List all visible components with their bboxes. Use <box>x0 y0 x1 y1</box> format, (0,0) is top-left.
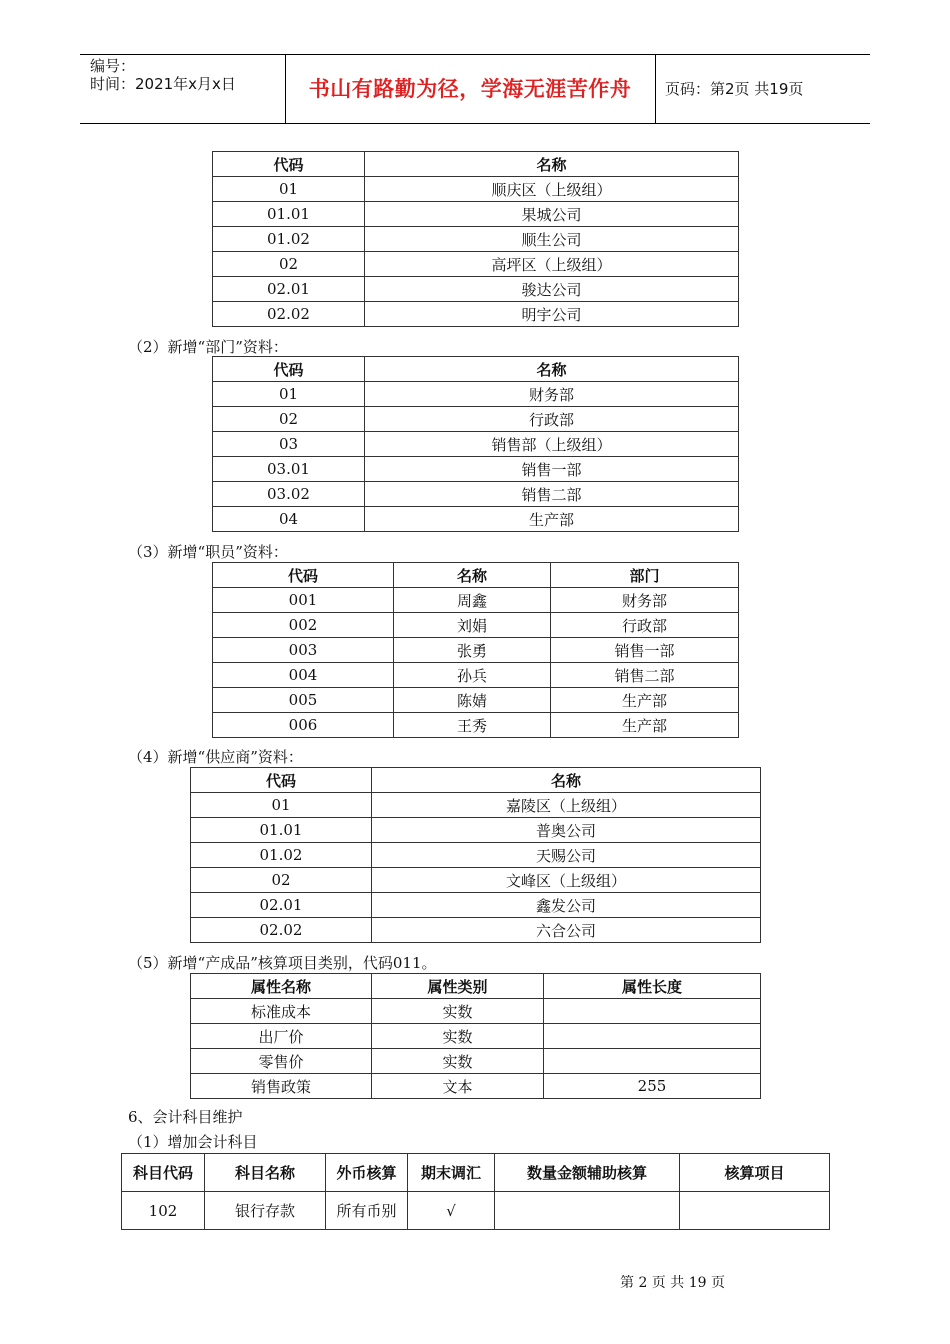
table-cell: 04 <box>213 507 365 532</box>
section-heading-products: （5）新增“产成品”核算项目类别，代码011。 <box>128 954 437 972</box>
table-cell: 02.01 <box>213 277 365 302</box>
table-cell: 陈婧 <box>394 688 551 713</box>
table-row <box>213 507 739 532</box>
table-row <box>213 202 739 227</box>
column-header: 科目代码 <box>122 1154 205 1192</box>
table-cell: 天赐公司 <box>372 843 761 868</box>
table-cell <box>680 1192 830 1230</box>
table-cell: 生产部 <box>551 688 739 713</box>
table-cell: 孙兵 <box>394 663 551 688</box>
table-cell: 文本 <box>372 1074 544 1099</box>
table-cell: 004 <box>213 663 394 688</box>
table-row <box>191 918 761 943</box>
table-cell: 销售二部 <box>551 663 739 688</box>
subsection-heading-add-account: （1）增加会计科目 <box>128 1133 258 1151</box>
table-row <box>191 1074 761 1099</box>
section-heading-suppliers: （4）新增“供应商”资料： <box>128 748 303 766</box>
table-cell: 财务部 <box>551 588 739 613</box>
table-cell: 01 <box>213 177 365 202</box>
table-cell: 周鑫 <box>394 588 551 613</box>
table-header-row <box>213 357 739 382</box>
table-row <box>213 613 739 638</box>
table-cell: 03.02 <box>213 482 365 507</box>
table-row <box>213 713 739 738</box>
table-row <box>191 893 761 918</box>
table-cell: 生产部 <box>551 713 739 738</box>
table-cell: 六合公司 <box>372 918 761 943</box>
column-header: 属性长度 <box>544 974 761 999</box>
column-header: 名称 <box>365 152 739 177</box>
column-header: 名称 <box>365 357 739 382</box>
account-table <box>121 1153 830 1230</box>
header-motto: 书山有路勤为径，学海无涯苦作舟 <box>308 77 632 101</box>
table-cell: 高坪区（上级组） <box>365 252 739 277</box>
column-header: 部门 <box>551 563 739 588</box>
table-cell: 006 <box>213 713 394 738</box>
table-cell: 银行存款 <box>205 1192 326 1230</box>
table-row <box>191 868 761 893</box>
table-header-row <box>122 1154 830 1192</box>
column-header: 属性类别 <box>372 974 544 999</box>
table-cell: 普奥公司 <box>372 818 761 843</box>
table-row <box>191 818 761 843</box>
header-page-info: 页码：第2页 共19页 <box>665 80 804 98</box>
column-header: 代码 <box>213 152 365 177</box>
table-row <box>191 1024 761 1049</box>
table-row <box>213 588 739 613</box>
table-cell: 01 <box>213 382 365 407</box>
table-header-row <box>191 974 761 999</box>
table-row <box>213 302 739 327</box>
table-row <box>191 999 761 1024</box>
table-row <box>213 382 739 407</box>
table-cell: 02 <box>191 868 372 893</box>
table-row <box>213 177 739 202</box>
table-cell: 所有币别 <box>326 1192 408 1230</box>
table-cell: 销售一部 <box>365 457 739 482</box>
table-row <box>213 688 739 713</box>
table-cell: 02 <box>213 407 365 432</box>
table-cell: 01.01 <box>213 202 365 227</box>
product-attribute-table <box>190 973 761 1099</box>
table-cell: 02.02 <box>191 918 372 943</box>
table-cell: √ <box>408 1192 495 1230</box>
table-cell: 001 <box>213 588 394 613</box>
district-table <box>212 151 739 327</box>
table-row <box>122 1192 830 1230</box>
table-cell: 255 <box>544 1074 761 1099</box>
supplier-table <box>190 767 761 943</box>
column-header: 数量金额辅助核算 <box>495 1154 680 1192</box>
table-header-row <box>213 152 739 177</box>
table-cell: 销售一部 <box>551 638 739 663</box>
table-cell: 财务部 <box>365 382 739 407</box>
column-header: 属性名称 <box>191 974 372 999</box>
table-row <box>213 482 739 507</box>
table-cell: 顺生公司 <box>365 227 739 252</box>
table-cell: 102 <box>122 1192 205 1230</box>
table-cell: 明宇公司 <box>365 302 739 327</box>
table-cell: 销售部（上级组） <box>365 432 739 457</box>
table-cell: 03 <box>213 432 365 457</box>
section-heading-accounts: 6、会计科目维护 <box>128 1108 243 1126</box>
table-cell: 行政部 <box>365 407 739 432</box>
table-cell: 张勇 <box>394 638 551 663</box>
column-header: 名称 <box>394 563 551 588</box>
column-header: 代码 <box>191 768 372 793</box>
table-cell <box>544 999 761 1024</box>
table-row <box>191 1049 761 1074</box>
table-cell <box>544 1049 761 1074</box>
table-cell: 嘉陵区（上级组） <box>372 793 761 818</box>
table-row <box>213 227 739 252</box>
table-cell: 01.02 <box>213 227 365 252</box>
column-header: 外币核算 <box>326 1154 408 1192</box>
table-row <box>191 843 761 868</box>
table-cell: 02.02 <box>213 302 365 327</box>
page-footer: 第 2 页 共 19 页 <box>620 1275 725 1291</box>
employee-table <box>212 562 739 738</box>
table-cell: 02.01 <box>191 893 372 918</box>
column-header: 科目名称 <box>205 1154 326 1192</box>
table-cell: 002 <box>213 613 394 638</box>
header-divider <box>655 55 656 123</box>
table-cell: 实数 <box>372 999 544 1024</box>
table-cell: 鑫发公司 <box>372 893 761 918</box>
table-cell: 03.01 <box>213 457 365 482</box>
table-cell: 行政部 <box>551 613 739 638</box>
table-cell: 文峰区（上级组） <box>372 868 761 893</box>
table-cell: 果城公司 <box>365 202 739 227</box>
table-cell: 01.02 <box>191 843 372 868</box>
column-header: 期末调汇 <box>408 1154 495 1192</box>
table-cell: 顺庆区（上级组） <box>365 177 739 202</box>
table-cell <box>495 1192 680 1230</box>
table-cell: 销售二部 <box>365 482 739 507</box>
column-header: 核算项目 <box>680 1154 830 1192</box>
department-table <box>212 356 739 532</box>
table-cell: 标准成本 <box>191 999 372 1024</box>
table-cell: 销售政策 <box>191 1074 372 1099</box>
table-row <box>213 663 739 688</box>
table-row <box>213 432 739 457</box>
table-cell: 生产部 <box>365 507 739 532</box>
table-cell: 实数 <box>372 1049 544 1074</box>
table-row <box>213 277 739 302</box>
table-cell: 003 <box>213 638 394 663</box>
table-cell: 骏达公司 <box>365 277 739 302</box>
column-header: 名称 <box>372 768 761 793</box>
table-cell: 01.01 <box>191 818 372 843</box>
table-row <box>213 407 739 432</box>
table-header-row <box>213 563 739 588</box>
page-header <box>80 54 870 124</box>
header-meta <box>90 57 280 125</box>
table-cell: 王秀 <box>394 713 551 738</box>
table-cell: 实数 <box>372 1024 544 1049</box>
table-cell: 02 <box>213 252 365 277</box>
column-header: 代码 <box>213 563 394 588</box>
table-cell: 刘娟 <box>394 613 551 638</box>
section-heading-departments: （2）新增“部门”资料： <box>128 338 288 356</box>
section-heading-employees: （3）新增“职员”资料： <box>128 543 288 561</box>
table-cell: 01 <box>191 793 372 818</box>
table-cell: 零售价 <box>191 1049 372 1074</box>
column-header: 代码 <box>213 357 365 382</box>
table-cell <box>544 1024 761 1049</box>
number-label: 编号： <box>90 57 136 75</box>
table-row <box>213 252 739 277</box>
table-cell: 005 <box>213 688 394 713</box>
table-row <box>213 638 739 663</box>
table-cell: 出厂价 <box>191 1024 372 1049</box>
time-label: 时间：2021年x月x日 <box>90 75 236 93</box>
table-header-row <box>191 768 761 793</box>
table-row <box>213 457 739 482</box>
table-row <box>191 793 761 818</box>
